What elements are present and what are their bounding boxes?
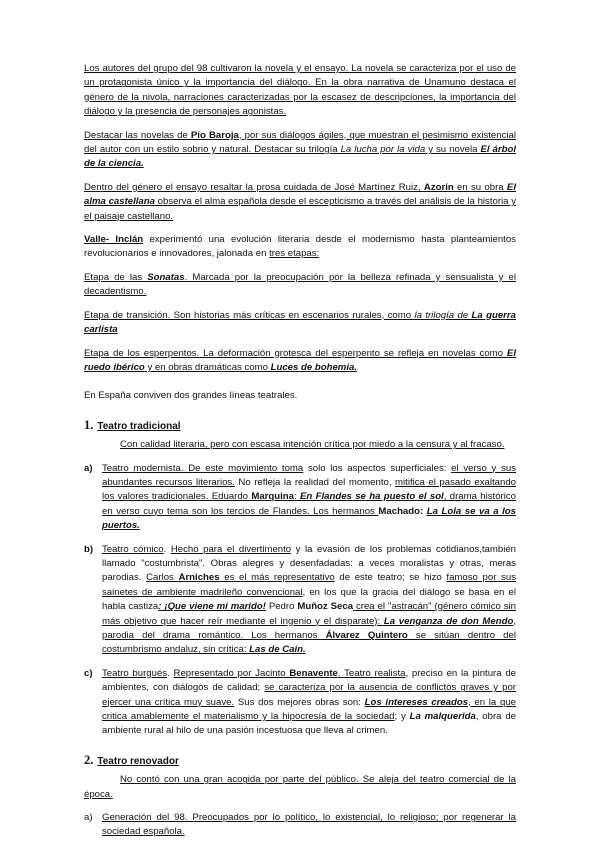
text: tres etapas: xyxy=(269,248,320,260)
author-name: Muñoz Seca xyxy=(297,601,354,613)
work-title: La malquerida xyxy=(409,711,476,723)
text: mitifica el pasado exaltando los valores tradicionales xyxy=(102,476,516,503)
text: Carlos xyxy=(146,572,179,584)
text: No refleja la realidad del momento, xyxy=(234,476,396,488)
text: Etapa de las xyxy=(84,271,148,283)
text: crea el "astracán" (género cómico sin más objetivo que hacer reír mediante el ingenio y el disparate): xyxy=(102,601,517,627)
author-name: Arniches xyxy=(178,572,220,584)
text: observa el alma española desde el escepticismo a través del análisis de la historia y el paisaje castellano. xyxy=(84,196,516,222)
text: , por sus diálogos ágiles, que muestran el pesimismo existencial del autor con un estilo sobrio y natural. Destacar su trilogía xyxy=(84,129,517,156)
work-title: Los intereses creados xyxy=(364,696,469,708)
author-name: Machado xyxy=(378,505,420,517)
section-number: 2. xyxy=(84,752,94,767)
text: Destacar las novelas de xyxy=(84,129,191,141)
text: : xyxy=(420,505,427,517)
section-heading-teatro-renovador xyxy=(84,753,516,769)
text: en su obra xyxy=(453,181,507,193)
list-label: b) xyxy=(84,543,94,555)
list-label: c) xyxy=(84,667,93,679)
section-number: 1. xyxy=(84,417,94,432)
list-item-teatro-modernista xyxy=(84,462,516,534)
paragraph-etapa-transicion xyxy=(84,309,516,338)
section-intro: No contó con una gran acogida por parte del público. Se aleja del teatro comercial de la época. xyxy=(84,774,516,800)
work-title: En Flandes se ha puesto el sol xyxy=(300,491,444,503)
text: Generación del 98. Preocupados por lo político, lo existencial, lo religioso; por regenerar la sociedad española. xyxy=(102,812,516,838)
section-heading-teatro-tradicional xyxy=(84,418,516,434)
text: Teatro modernista. De este movimiento toma xyxy=(102,462,304,474)
text: de este teatro; se hizo xyxy=(334,572,447,584)
paragraph-etapa-esperpentos xyxy=(84,347,516,376)
text: . Marcada por la preocupación por la belleza refinada y sensualista y el decadentismo. xyxy=(84,271,516,298)
text: Teatro cómico xyxy=(102,543,164,555)
text: experimentó una evolución literaria desde el modernismo hasta planteamientos revolucionarios e innovadores, jalonada en xyxy=(84,234,516,260)
text: Pedro xyxy=(265,601,298,613)
author-name: Pío Baroja xyxy=(190,129,239,141)
work-title: La lucha por la vida xyxy=(340,144,426,156)
text: Dentro del género el ensayo resaltar la prosa cuidada de José Martínez Ruiz, xyxy=(84,181,424,193)
author-name: Valle- Inclán xyxy=(84,234,144,246)
list-label: a) xyxy=(84,812,93,824)
list-item-generacion-98 xyxy=(84,811,516,840)
text: es el más representativo xyxy=(219,572,335,584)
section-title: Teatro renovador xyxy=(97,755,179,767)
text: Etapa de los esperpentos. La deformación grotesca del esperpento se refleja en novelas como xyxy=(84,347,507,359)
text: Hecho para el divertimento xyxy=(170,543,292,555)
work-title: Sonatas xyxy=(147,271,185,283)
text: . xyxy=(163,543,171,555)
section-title: Teatro tradicional xyxy=(97,420,181,432)
list-item-teatro-comico xyxy=(84,543,516,658)
text: solo los aspectos superficiales: xyxy=(303,462,452,474)
text: . xyxy=(167,667,174,679)
work-title: El alma castellana xyxy=(84,181,516,208)
work-title: La guerra carlista xyxy=(84,309,516,336)
work-title: Luces de bohemia. xyxy=(270,361,357,373)
author-name: Azorín xyxy=(423,181,454,193)
paragraph-baroja xyxy=(84,129,516,172)
text: y en obras dramáticas como xyxy=(144,361,271,373)
author-name: Marquina xyxy=(251,491,294,503)
paragraph-lineas-teatrales: En España conviven dos grandes líneas teatrales. xyxy=(84,390,298,402)
work-title: La Lola se va a los puertos. xyxy=(102,505,516,532)
text: Representado por Jacinto xyxy=(173,667,290,679)
list-item-teatro-burgues xyxy=(84,667,516,739)
text: Teatro burgués xyxy=(102,667,168,679)
text: , parodia del drama romántico. Los hermanos xyxy=(102,615,517,641)
document-page xyxy=(84,62,516,849)
paragraph-novela-ensayo: Los autores del grupo del 98 cultivaron la novela y el ensayo. La novela se caracteriza por el uso de un protagonista único y la importancia del diálogo. En la obra narrativa de Unamuno destaca el género de la nivola, narraciones caracterizadas por la escasez de descripciones, la importancia del diálogo y la presencia de personajes agonistas. xyxy=(84,63,516,118)
text: . Teatro realista xyxy=(337,667,406,679)
text: : xyxy=(294,491,301,503)
text: , drama histórico en verso cuyo tema son los tercios de Flandes. Los hermanos xyxy=(102,491,516,517)
text: el verso y sus abundantes recursos literarios. xyxy=(102,462,517,488)
section-intro: Con calidad literaria, pero con escasa intención crítica por miedo a la censura y al fracaso. xyxy=(120,439,505,451)
work-title: El ruedo ibérico xyxy=(84,347,516,373)
paragraph-valle-inclan xyxy=(84,233,516,262)
author-name: Álvarez Quintero xyxy=(325,630,408,641)
text: se caracteriza por la ausencia de conflictos graves y por ejercer una crítica muy suave. xyxy=(102,682,516,708)
text: se sitúan dentro del costumbrismo andaluz, sin crítica: xyxy=(102,630,516,656)
paragraph-azorin xyxy=(84,181,516,224)
work-title: La venganza de don Mendo xyxy=(383,615,514,627)
paragraph-etapa-sonatas xyxy=(84,271,516,300)
work-title: El árbol de la ciencia. xyxy=(84,144,516,170)
text: ; y xyxy=(394,711,410,723)
text: , en la que critica amablemente el materialismo y la hipocresía de la sociedad xyxy=(102,696,516,723)
text: y la evasión de los problemas cotidianos,también llamado "costumbrista". Obras alegres y desenfadadas: a veces moralistas y otras, meras parodias. xyxy=(102,543,517,584)
text: , en los que la gracia del diálogo se basa en el habla castiza xyxy=(102,586,516,613)
text: y su novela xyxy=(425,144,481,156)
list-label: a) xyxy=(84,462,93,474)
work-title: : ¡Que viene mi marido! xyxy=(158,601,266,613)
text: . Eduardo xyxy=(205,491,252,503)
text: , obra de ambiente rural al hilo de una pasión incestuosa que lleva al crimen. xyxy=(102,711,516,737)
text: Etapa de transición. Son historias más críticas en escenarios rurales, como xyxy=(84,309,415,321)
author-name: Benavente xyxy=(289,667,338,679)
text: Sus dos mejores obras son: xyxy=(234,696,365,708)
text: la trilogía de xyxy=(414,309,472,321)
work-title: Las de Caín. xyxy=(249,644,306,656)
text: , preciso en la pintura de ambientes, con diálogos de calidad; xyxy=(102,667,517,694)
text: famoso por sus sainetes de ambiente madrileño convencional xyxy=(102,572,516,598)
